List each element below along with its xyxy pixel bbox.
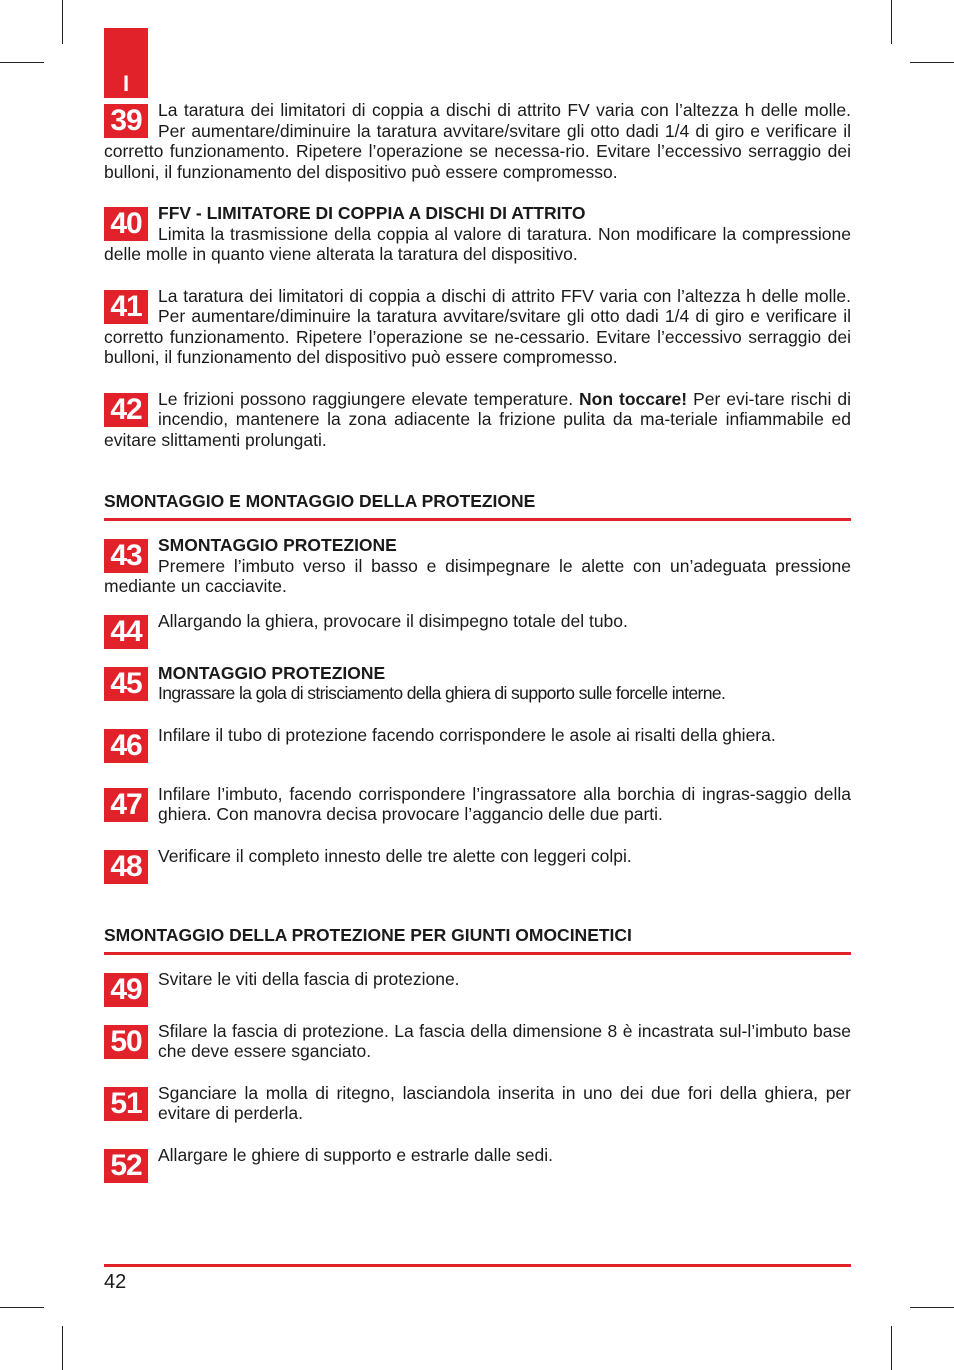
step-number: 42: [104, 393, 148, 427]
footer-rule: [104, 1264, 851, 1267]
step-title: MONTAGGIO PROTEZIONE: [158, 662, 386, 683]
warning-text: Non toccare!: [579, 388, 688, 409]
step-number: 49: [104, 973, 148, 1007]
crop-mark: [910, 62, 954, 63]
crop-mark: [0, 1307, 44, 1308]
step-number: 45: [104, 667, 148, 701]
step-number: 43: [104, 539, 148, 573]
step-47: [104, 784, 851, 825]
step-43: [104, 535, 851, 597]
step-text: Sfilare la fascia di protezione. La fascia della dimensione 8 è incastrata sul-l’imbuto base che deve essere sganciato.: [158, 1020, 851, 1061]
step-46: [104, 725, 851, 763]
step-number: 47: [104, 788, 148, 822]
step-40: [104, 203, 851, 265]
step-51: [104, 1083, 851, 1124]
step-number: 39: [104, 104, 148, 138]
step-text: Le frizioni possono raggiungere elevate temperature.: [158, 388, 580, 409]
section-heading: SMONTAGGIO DELLA PROTEZIONE PER GIUNTI OMOCINETICI: [104, 924, 851, 955]
crop-mark: [62, 0, 63, 44]
crop-mark: [891, 0, 892, 44]
step-text: La taratura dei limitatori di coppia a dischi di attrito FFV varia con l’altezza h delle molle. Per aumentare/diminuire la taratura avvitare/svitare gli otto dadi 1/4 di giro e verificare il corretto funzionamento. Ripetere l’operazione se ne-cessario. Evitare l’eccessivo serraggio dei bulloni, il funzionamento del dispositivo può essere compromesso.: [104, 285, 851, 367]
step-text: Per evi-tare rischi di incendio, mantenere la zona adiacente la frizione pulita da ma-teriale infiammabile ed evitare slittamenti prolungati.: [104, 388, 852, 450]
crop-mark: [910, 1307, 954, 1308]
section-heading: SMONTAGGIO E MONTAGGIO DELLA PROTEZIONE: [104, 490, 851, 521]
step-number: 40: [104, 207, 148, 241]
step-text: Verificare il completo innesto delle tre alette con leggeri colpi.: [158, 845, 632, 866]
step-text: Svitare le viti della fascia di protezione.: [158, 968, 460, 989]
step-text: Sganciare la molla di ritegno, lasciandola inserita in uno dei due fori della ghiera, per evitare di perderla.: [158, 1082, 851, 1123]
step-title: SMONTAGGIO PROTEZIONE: [158, 535, 397, 555]
step-39: [104, 100, 851, 182]
step-number: 44: [104, 615, 148, 649]
step-text: Allargando la ghiera, provocare il disimpegno totale del tubo.: [158, 610, 628, 631]
step-number: 50: [104, 1025, 148, 1059]
page-number: 42: [104, 1271, 127, 1293]
step-45: [104, 663, 851, 704]
step-text: Allargare le ghiere di supporto e estrarle dalle sedi.: [158, 1144, 553, 1165]
page-content: [104, 100, 851, 1204]
step-48: [104, 846, 851, 884]
step-title: FFV - LIMITATORE DI COPPIA A DISCHI DI ATTRITO: [158, 203, 586, 223]
step-52: [104, 1145, 851, 1183]
step-49: [104, 969, 851, 1007]
step-text: La taratura dei limitatori di coppia a dischi di attrito FV varia con l’altezza h delle molle. Per aumentare/diminuire la taratura avvitare/svitare gli otto dadi 1/4 di giro e verificare il corretto funzionamento. Ripetere l’operazione se necessa-rio. Evitare l’eccessivo serraggio dei bulloni, il funzionamento del dispositivo può essere compromesso.: [104, 100, 851, 182]
step-41: [104, 286, 851, 368]
step-number: 48: [104, 850, 148, 884]
language-tab: I: [104, 28, 148, 98]
step-text: Limita la trasmissione della coppia al valore di taratura. Non modificare la compressione delle molle in quanto viene alterata la taratura del dispositivo.: [104, 223, 851, 264]
step-text: Ingrassare la gola di strisciamento della ghiera di supporto sulle forcelle interne.: [158, 683, 726, 703]
step-50: [104, 1021, 851, 1062]
step-42: [104, 389, 851, 451]
step-text: Infilare il tubo di protezione facendo corrispondere le asole ai risalti della ghiera.: [158, 724, 776, 745]
step-number: 46: [104, 729, 148, 763]
step-number: 41: [104, 290, 148, 324]
step-text: Infilare l’imbuto, facendo corrispondere l’ingrassatore alla borchia di ingras-saggio della ghiera. Con manovra decisa provocare l’aggancio delle due parti.: [158, 783, 851, 824]
crop-mark: [62, 1326, 63, 1370]
crop-mark: [0, 62, 44, 63]
step-44: [104, 611, 851, 649]
crop-mark: [891, 1326, 892, 1370]
step-number: 52: [104, 1149, 148, 1183]
step-text: Premere l’imbuto verso il basso e disimpegnare le alette con un’adeguata pressione mediante un cacciavite.: [104, 555, 851, 596]
step-number: 51: [104, 1087, 148, 1121]
